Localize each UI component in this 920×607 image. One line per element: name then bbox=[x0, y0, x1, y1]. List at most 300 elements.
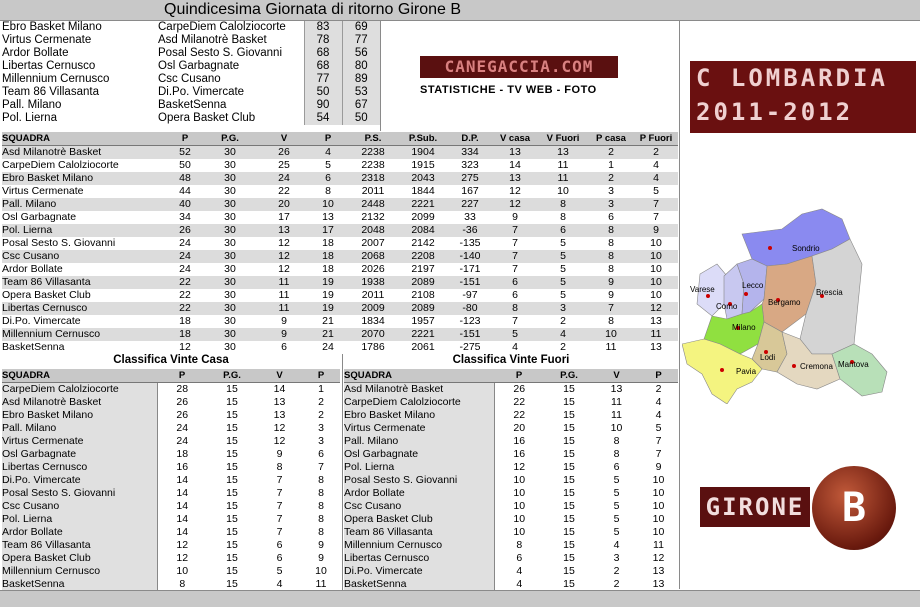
team-name: Di.Po. Vimercate bbox=[2, 315, 81, 327]
page-title: Quindicesima Giornata di ritorno Girone B bbox=[164, 1, 462, 18]
stat-cell: 15 bbox=[226, 396, 238, 408]
table-row bbox=[2, 409, 340, 422]
stat-cell: 10 bbox=[513, 500, 526, 512]
stat-cell: 50 bbox=[179, 159, 191, 171]
stat-cell: 8 bbox=[538, 198, 588, 211]
stat-cell: 4 bbox=[512, 341, 518, 353]
stat-cell: 334 bbox=[448, 146, 492, 160]
stat-cell: 15 bbox=[563, 578, 575, 590]
stat-cell: 9 bbox=[260, 328, 308, 341]
team-name: Team 86 Villasanta bbox=[2, 539, 157, 552]
stat-cell: 2238 bbox=[361, 159, 385, 171]
stat-cell: 12 bbox=[273, 435, 286, 447]
stat-cell: 6 bbox=[516, 552, 523, 564]
stat-cell: 5 bbox=[325, 159, 331, 171]
away-table bbox=[344, 369, 678, 591]
column-header: P.G. bbox=[544, 369, 594, 383]
result-row bbox=[2, 86, 380, 99]
stat-cell: 48 bbox=[170, 172, 200, 185]
stat-cell: 7 bbox=[512, 237, 518, 249]
team-name: Libertas Cernusco bbox=[344, 552, 494, 565]
column-header: V casa bbox=[492, 132, 538, 146]
stat-cell: 13 bbox=[650, 341, 662, 353]
map-label-sondrio: Sondrio bbox=[792, 244, 820, 253]
stat-cell: 30 bbox=[224, 159, 236, 171]
table-row bbox=[2, 315, 678, 328]
team-name: Libertas Cernusco bbox=[2, 302, 170, 315]
map-label-mantova: Mantova bbox=[838, 360, 869, 369]
stat-cell: 10 bbox=[513, 487, 526, 499]
stat-cell: 15 bbox=[226, 565, 238, 577]
stat-cell: 12 bbox=[509, 185, 521, 197]
column-header: V bbox=[257, 369, 302, 383]
stat-cell: -80 bbox=[448, 302, 492, 315]
result-row bbox=[2, 47, 380, 60]
table-row bbox=[344, 383, 678, 397]
stat-cell: 1904 bbox=[398, 146, 448, 160]
table-row bbox=[2, 461, 340, 474]
girone-ball-icon: B bbox=[812, 466, 896, 550]
stat-cell: 8 bbox=[608, 237, 614, 249]
table-header-row bbox=[2, 369, 340, 383]
table-row bbox=[2, 539, 340, 552]
stat-cell: 3 bbox=[588, 198, 634, 211]
stat-cell: 8 bbox=[318, 513, 324, 525]
stat-cell: 13 bbox=[538, 146, 588, 160]
map-city-dot-varese bbox=[706, 294, 710, 298]
team-name: Osl Garbagnate bbox=[2, 211, 77, 223]
stat-cell: 15 bbox=[563, 461, 575, 473]
stat-cell: 16 bbox=[513, 448, 526, 460]
stat-cell: 9 bbox=[276, 448, 283, 460]
stat-cell: 30 bbox=[224, 315, 236, 327]
stat-cell: 3 bbox=[318, 435, 324, 447]
stat-cell: 8 bbox=[318, 500, 324, 512]
away-table-title: Classifica Vinte Fuori bbox=[452, 354, 570, 366]
stat-cell: -151 bbox=[448, 276, 492, 289]
home-team: Pall. Milano bbox=[2, 99, 62, 111]
stat-cell: 2 bbox=[318, 396, 324, 408]
stat-cell: 30 bbox=[224, 237, 236, 249]
table-row bbox=[344, 396, 678, 409]
table-row bbox=[2, 146, 678, 160]
stat-cell: 7 bbox=[512, 263, 518, 275]
stat-cell: 30 bbox=[200, 328, 260, 341]
stat-cell: 4 bbox=[538, 328, 588, 341]
stat-cell: 26 bbox=[260, 146, 308, 160]
stat-cell: 2318 bbox=[348, 172, 398, 185]
stat-cell: 30 bbox=[200, 276, 260, 289]
stat-cell: 2 bbox=[655, 383, 662, 395]
stat-cell: 28 bbox=[176, 383, 189, 395]
table-row bbox=[2, 500, 340, 513]
stat-cell: 11 bbox=[653, 539, 664, 551]
stat-cell: 8 bbox=[179, 578, 186, 590]
away-team: Osl Garbagnate bbox=[158, 60, 240, 72]
table-row bbox=[344, 474, 678, 487]
table-row bbox=[344, 539, 678, 552]
stat-cell: 167 bbox=[461, 185, 479, 197]
stat-cell: 15 bbox=[563, 552, 575, 564]
stat-cell: 7 bbox=[655, 435, 662, 447]
stat-cell: 15 bbox=[226, 435, 238, 447]
team-name: Asd Milanotrè Basket bbox=[2, 396, 157, 409]
team-name: Di.Po. Vimercate bbox=[344, 565, 494, 578]
team-name: Pall. Milano bbox=[344, 435, 494, 448]
stat-cell: 1844 bbox=[411, 185, 435, 197]
map-region-mantova bbox=[832, 344, 887, 396]
stat-cell: 13 bbox=[650, 315, 662, 327]
home-team: Ardor Bollate bbox=[2, 47, 69, 59]
stat-cell: 12 bbox=[176, 539, 189, 551]
stat-cell: 6 bbox=[308, 172, 348, 185]
column-header: P bbox=[639, 369, 678, 383]
table-row bbox=[2, 263, 678, 276]
table-row bbox=[344, 565, 678, 578]
stat-cell: 21 bbox=[322, 315, 334, 327]
results-table bbox=[2, 21, 380, 125]
table-row bbox=[2, 185, 678, 198]
stat-cell: 30 bbox=[224, 341, 236, 353]
team-name: Virtus Cermenate bbox=[344, 422, 494, 435]
stat-cell: 1 bbox=[608, 159, 614, 171]
stat-cell: 15 bbox=[563, 383, 575, 395]
column-header: SQUADRA bbox=[2, 369, 157, 383]
stat-cell: 5 bbox=[560, 237, 566, 249]
stat-cell: 4 bbox=[655, 396, 662, 408]
column-header: P.G. bbox=[207, 369, 257, 383]
stat-cell: 8 bbox=[608, 263, 614, 275]
stat-cell: 13 bbox=[492, 146, 538, 160]
stat-cell: 24 bbox=[322, 341, 334, 353]
team-name: Ardor Bollate bbox=[344, 487, 494, 500]
stat-cell: 7 bbox=[276, 513, 283, 525]
stat-cell: 15 bbox=[226, 513, 238, 525]
table-row bbox=[2, 487, 340, 500]
stat-cell: 12 bbox=[273, 422, 286, 434]
stat-cell: -36 bbox=[448, 224, 492, 237]
stat-cell: 5 bbox=[276, 565, 283, 577]
home-team: Virtus Cermenate bbox=[2, 34, 92, 46]
stat-cell: 11 bbox=[278, 289, 290, 301]
stat-cell: -123 bbox=[459, 315, 481, 327]
away-score: 80 bbox=[342, 60, 380, 73]
stat-cell: 3 bbox=[318, 422, 324, 434]
stat-cell: 30 bbox=[200, 198, 260, 211]
stat-cell: 24 bbox=[176, 435, 189, 447]
stat-cell: 5 bbox=[653, 185, 659, 197]
table-row bbox=[344, 409, 678, 422]
table-row bbox=[344, 435, 678, 448]
stat-cell: 15 bbox=[563, 500, 575, 512]
stat-cell: 13 bbox=[273, 409, 286, 421]
team-name: Ebro Basket Milano bbox=[2, 409, 157, 422]
stat-cell: 5 bbox=[655, 422, 662, 434]
stat-cell: 2011 bbox=[361, 185, 385, 197]
stat-cell: 7 bbox=[492, 250, 538, 263]
stat-cell: 25 bbox=[278, 159, 290, 171]
away-team: BasketSenna bbox=[158, 99, 227, 111]
table-row bbox=[344, 448, 678, 461]
stat-cell: 22 bbox=[278, 185, 290, 197]
stat-cell: 22 bbox=[170, 302, 200, 315]
column-header: V bbox=[260, 132, 308, 146]
stat-cell: 15 bbox=[226, 526, 238, 538]
right-separator bbox=[679, 21, 680, 589]
stat-cell: 8 bbox=[325, 185, 331, 197]
map-label-bergamo: Bergamo bbox=[768, 298, 801, 307]
stat-cell: 14 bbox=[176, 526, 189, 538]
team-name: Posal Sesto S. Giovanni bbox=[2, 487, 157, 500]
stat-cell: 15 bbox=[563, 513, 575, 525]
column-header: P bbox=[157, 369, 207, 383]
stat-cell: 15 bbox=[226, 383, 238, 395]
team-name: Ardor Bollate bbox=[2, 526, 157, 539]
stat-cell: 2142 bbox=[411, 237, 435, 249]
team-name: Millennium Cernusco bbox=[344, 539, 494, 552]
team-name: Pol. Lierna bbox=[344, 461, 494, 474]
stat-cell: 6 bbox=[538, 224, 588, 237]
away-score: 53 bbox=[342, 86, 380, 99]
stat-cell: 12 bbox=[492, 198, 538, 211]
stat-cell: 2448 bbox=[348, 198, 398, 211]
stat-cell: 5 bbox=[613, 474, 620, 486]
stat-cell: 10 bbox=[315, 565, 327, 577]
stat-cell: 10 bbox=[634, 276, 678, 289]
stat-cell: 1 bbox=[318, 383, 324, 395]
home-score: 50 bbox=[304, 86, 342, 99]
team-name: Csc Cusano bbox=[2, 250, 170, 263]
away-team: Asd Milanotrè Basket bbox=[158, 34, 267, 46]
stat-cell: 20 bbox=[513, 422, 526, 434]
site-banner-subtitle: STATISTICHE - TV WEB - FOTO bbox=[420, 84, 597, 96]
stat-cell: 13 bbox=[492, 172, 538, 185]
column-header: D.P. bbox=[448, 132, 492, 146]
stat-cell: 2 bbox=[560, 315, 566, 327]
team-name: CarpeDiem Calolziocorte bbox=[344, 396, 494, 409]
stat-cell: 9 bbox=[318, 539, 324, 551]
stat-cell: 12 bbox=[278, 237, 290, 249]
table-row bbox=[2, 276, 678, 289]
stat-cell: 11 bbox=[611, 409, 622, 421]
stat-cell: 9 bbox=[634, 224, 678, 237]
away-team: CarpeDiem Calolziocorte bbox=[158, 21, 286, 33]
team-name: Asd Milanotrè Basket bbox=[2, 146, 170, 160]
stat-cell: 15 bbox=[226, 487, 238, 499]
home-table bbox=[2, 369, 340, 591]
stat-cell: 15 bbox=[226, 539, 238, 551]
team-name: Team 86 Villasanta bbox=[344, 526, 494, 539]
stat-cell: 6 bbox=[318, 448, 324, 460]
stat-cell: 15 bbox=[563, 487, 575, 499]
stat-cell: 22 bbox=[513, 396, 526, 408]
map-label-milano: Milano bbox=[732, 323, 756, 332]
stat-cell: 6 bbox=[512, 289, 518, 301]
team-name: Posal Sesto S. Giovanni bbox=[2, 237, 116, 249]
column-header: P bbox=[302, 369, 340, 383]
table-row bbox=[344, 487, 678, 500]
team-name: Opera Basket Club bbox=[344, 513, 494, 526]
stat-cell: 10 bbox=[610, 422, 623, 434]
table-row bbox=[2, 435, 340, 448]
stat-cell: 5 bbox=[560, 263, 566, 275]
team-name: Asd Milanotrè Basket bbox=[344, 383, 494, 397]
table-row bbox=[344, 513, 678, 526]
table-row bbox=[344, 422, 678, 435]
stat-cell: 5 bbox=[492, 328, 538, 341]
team-name: Libertas Cernusco bbox=[2, 461, 157, 474]
stat-cell: 10 bbox=[652, 526, 665, 538]
stat-cell: 2221 bbox=[398, 328, 448, 341]
result-row bbox=[2, 99, 380, 112]
stat-cell: 4 bbox=[653, 159, 659, 171]
stat-cell: 2089 bbox=[398, 302, 448, 315]
stat-cell: 8 bbox=[318, 487, 324, 499]
team-name: Osl Garbagnate bbox=[344, 448, 494, 461]
stat-cell: 15 bbox=[563, 448, 575, 460]
footer-bar bbox=[0, 590, 920, 607]
stat-cell: 10 bbox=[513, 513, 526, 525]
stat-cell: 2061 bbox=[411, 341, 435, 353]
table-row bbox=[344, 552, 678, 565]
stat-cell: 2 bbox=[318, 409, 324, 421]
stat-cell: 24 bbox=[176, 422, 189, 434]
stat-cell: 12 bbox=[634, 302, 678, 315]
stat-cell: 7 bbox=[655, 448, 662, 460]
team-name: Pall. Milano bbox=[2, 422, 157, 435]
stat-cell: 6 bbox=[276, 539, 283, 551]
stat-cell: 12 bbox=[179, 341, 191, 353]
stat-cell: -171 bbox=[459, 263, 481, 275]
stat-cell: 10 bbox=[308, 198, 348, 211]
stat-cell: 10 bbox=[652, 474, 665, 486]
table-row bbox=[2, 474, 340, 487]
team-name: BasketSenna bbox=[2, 578, 157, 591]
table-row bbox=[2, 448, 340, 461]
stat-cell: 2070 bbox=[348, 328, 398, 341]
stat-cell: 7 bbox=[276, 474, 283, 486]
stat-cell: 12 bbox=[652, 552, 665, 564]
stat-cell: 1938 bbox=[348, 276, 398, 289]
stat-cell: 13 bbox=[322, 211, 334, 223]
stat-cell: 5 bbox=[613, 526, 620, 538]
table-row bbox=[344, 461, 678, 474]
stat-cell: 10 bbox=[513, 474, 526, 486]
stat-cell: 10 bbox=[652, 487, 665, 499]
stat-cell: 13 bbox=[652, 565, 665, 577]
stat-cell: 10 bbox=[652, 500, 665, 512]
stat-cell: 52 bbox=[170, 146, 200, 160]
stat-cell: 3 bbox=[613, 552, 620, 564]
column-header: P bbox=[494, 369, 544, 383]
stat-cell: 275 bbox=[448, 172, 492, 185]
team-name: Ebro Basket Milano bbox=[2, 172, 170, 185]
column-header: SQUADRA bbox=[2, 132, 170, 146]
girone-label: GIRONE bbox=[700, 487, 810, 527]
stat-cell: 15 bbox=[563, 435, 575, 447]
away-score: 67 bbox=[342, 99, 380, 112]
home-score: 54 bbox=[304, 112, 342, 125]
team-name: Pol. Lierna bbox=[2, 513, 157, 526]
stat-cell: 2026 bbox=[361, 263, 385, 275]
stat-cell: 34 bbox=[179, 211, 191, 223]
stat-cell: 5 bbox=[560, 289, 566, 301]
stat-cell: 2068 bbox=[348, 250, 398, 263]
stat-cell: 5 bbox=[613, 487, 620, 499]
team-name: Csc Cusano bbox=[344, 500, 494, 513]
map-label-pavia: Pavia bbox=[736, 367, 757, 376]
stat-cell: 12 bbox=[513, 461, 526, 473]
stat-cell: -140 bbox=[448, 250, 492, 263]
stat-cell: 8 bbox=[318, 474, 324, 486]
map-city-dot-pavia bbox=[720, 368, 724, 372]
stat-cell: 12 bbox=[176, 552, 189, 564]
stat-cell: 10 bbox=[634, 250, 678, 263]
home-score: 77 bbox=[304, 73, 342, 86]
stat-cell: 30 bbox=[224, 211, 236, 223]
stat-cell: 2009 bbox=[348, 302, 398, 315]
stat-cell: 7 bbox=[276, 487, 283, 499]
stat-cell: 2238 bbox=[348, 146, 398, 160]
stat-cell: 16 bbox=[513, 435, 526, 447]
stat-cell: -97 bbox=[462, 289, 478, 301]
team-name: Posal Sesto S. Giovanni bbox=[344, 474, 494, 487]
stat-cell: 15 bbox=[563, 474, 575, 486]
column-header: P.S. bbox=[348, 132, 398, 146]
stat-cell: 18 bbox=[322, 263, 334, 275]
stat-cell: 4 bbox=[308, 146, 348, 160]
stat-cell: 2043 bbox=[398, 172, 448, 185]
stat-cell: 11 bbox=[260, 302, 308, 315]
stat-cell: 227 bbox=[448, 198, 492, 211]
away-score: 56 bbox=[342, 47, 380, 60]
stat-cell: 24 bbox=[260, 172, 308, 185]
team-name: Pol. Lierna bbox=[2, 224, 170, 237]
stat-cell: 4 bbox=[516, 565, 523, 577]
stat-cell: 10 bbox=[176, 565, 189, 577]
stat-cell: 8 bbox=[492, 302, 538, 315]
away-score: 69 bbox=[342, 21, 380, 34]
league-banner-line2: 2011-2012 bbox=[696, 98, 854, 126]
stat-cell: 15 bbox=[563, 396, 575, 408]
map-label-lodi: Lodi bbox=[760, 353, 776, 362]
stat-cell: 10 bbox=[650, 237, 662, 249]
table-header-row bbox=[2, 132, 678, 146]
stat-cell: 15 bbox=[226, 578, 238, 590]
table-row bbox=[2, 224, 678, 237]
stat-cell: 18 bbox=[308, 250, 348, 263]
stat-cell: 12 bbox=[278, 263, 290, 275]
stat-cell: 6 bbox=[608, 211, 614, 223]
stat-cell: 7 bbox=[588, 302, 634, 315]
stat-cell: 14 bbox=[176, 500, 189, 512]
stat-cell: 24 bbox=[179, 237, 191, 249]
stat-cell: 15 bbox=[563, 409, 575, 421]
away-score: 50 bbox=[342, 112, 380, 125]
team-name: Ebro Basket Milano bbox=[344, 409, 494, 422]
table-row bbox=[2, 198, 678, 211]
away-team: Di.Po. Vimercate bbox=[158, 86, 245, 98]
stat-cell: 30 bbox=[200, 172, 260, 185]
stat-cell: 7 bbox=[276, 526, 283, 538]
table-row bbox=[2, 289, 678, 302]
stat-cell: 6 bbox=[281, 341, 287, 353]
stat-cell: 4 bbox=[613, 539, 620, 551]
stat-cell: 10 bbox=[650, 263, 662, 275]
stat-cell: 15 bbox=[226, 409, 238, 421]
map-label-varese: Varese bbox=[690, 285, 715, 294]
team-name: Team 86 Villasanta bbox=[2, 276, 170, 289]
